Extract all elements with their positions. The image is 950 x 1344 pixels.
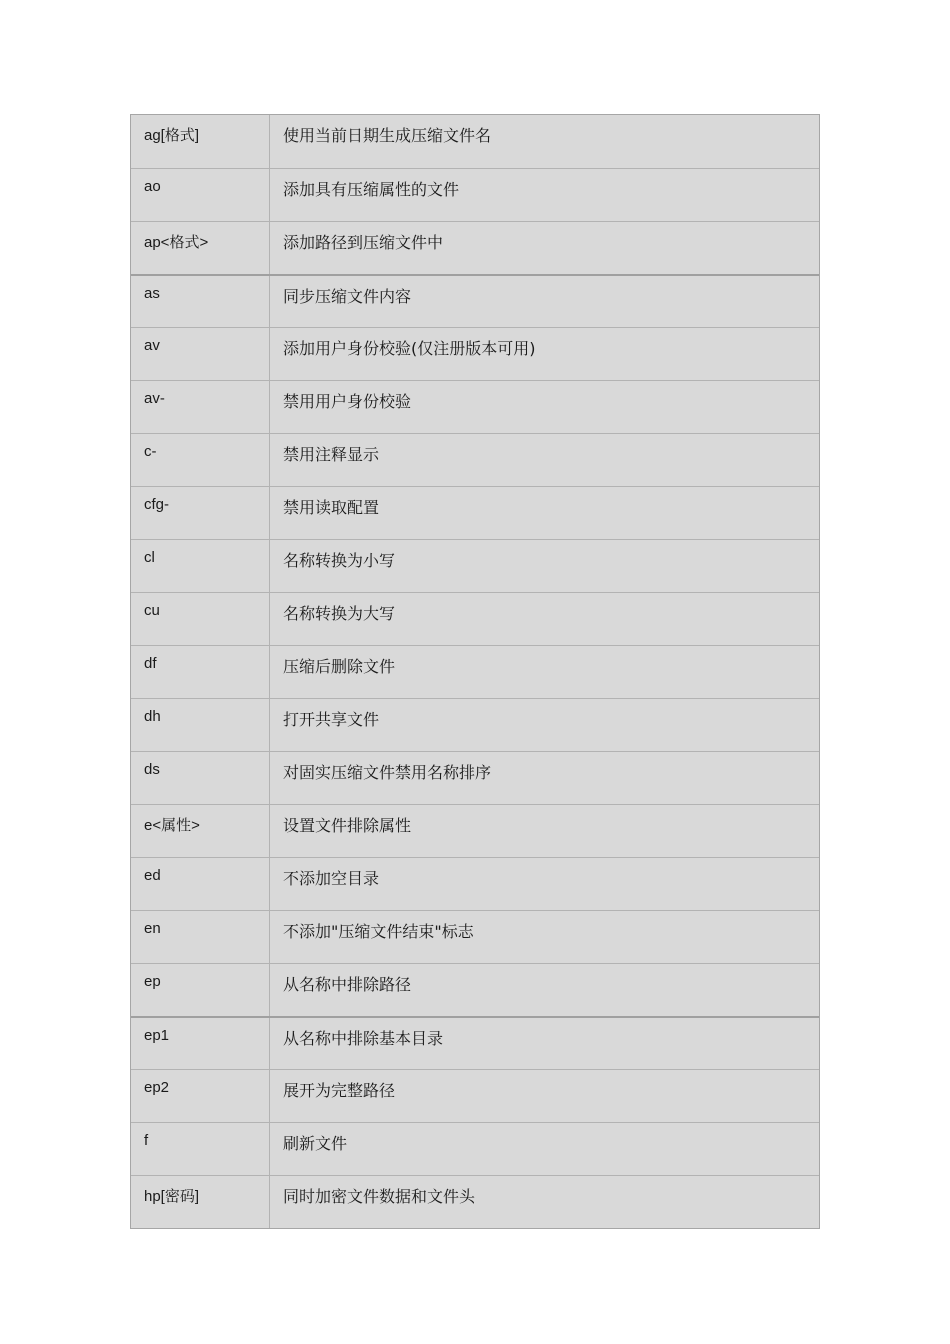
table-row — [131, 1122, 819, 1175]
table-row — [131, 1016, 819, 1069]
description-cell: 禁用注释显示 — [283, 445, 380, 464]
option-cell: cfg- — [131, 487, 270, 539]
option-cell: av- — [131, 381, 270, 433]
description-cell: 压缩后删除文件 — [283, 657, 396, 676]
table-row — [131, 168, 819, 221]
table-row — [131, 963, 819, 1016]
option-cell: cu — [131, 593, 270, 645]
option-cell: ep — [131, 964, 270, 1016]
table-row — [131, 433, 819, 486]
option-cell: ap<格式> — [131, 222, 270, 274]
option-cell: ed — [131, 858, 270, 910]
description-cell: 同步压缩文件内容 — [283, 287, 412, 306]
description-cell: 不添加"压缩文件结束"标志 — [283, 922, 474, 941]
table-row — [131, 592, 819, 645]
description-cell: 使用当前日期生成压缩文件名 — [283, 126, 492, 145]
table-row — [131, 1069, 819, 1122]
description-cell: 禁用用户身份校验 — [283, 392, 412, 411]
table-row — [131, 910, 819, 963]
option-cell: ep1 — [131, 1018, 270, 1069]
description-cell: 从名称中排除基本目录 — [283, 1029, 444, 1048]
table-row — [131, 1175, 819, 1228]
option-cell: ao — [131, 169, 270, 221]
description-cell: 打开共享文件 — [283, 710, 380, 729]
table-row — [131, 804, 819, 857]
description-cell: 同时加密文件数据和文件头 — [283, 1187, 476, 1206]
options-table — [130, 114, 820, 1229]
option-cell: c- — [131, 434, 270, 486]
table-row — [131, 115, 819, 168]
description-cell: 禁用读取配置 — [283, 498, 380, 517]
table-row — [131, 857, 819, 910]
option-cell: en — [131, 911, 270, 963]
table-row — [131, 380, 819, 433]
description-cell: 从名称中排除路径 — [283, 975, 412, 994]
option-cell: as — [131, 276, 270, 327]
description-cell: 添加路径到压缩文件中 — [283, 233, 444, 252]
description-cell: 展开为完整路径 — [283, 1081, 396, 1100]
option-cell: ds — [131, 752, 270, 804]
table-row — [131, 486, 819, 539]
description-cell: 设置文件排除属性 — [283, 816, 412, 835]
description-cell: 添加用户身份校验(仅注册版本可用) — [283, 339, 536, 358]
description-cell: 名称转换为大写 — [283, 604, 396, 623]
option-cell: ag[格式] — [131, 115, 270, 168]
table-row — [131, 698, 819, 751]
option-cell: hp[密码] — [131, 1176, 270, 1228]
description-cell: 对固实压缩文件禁用名称排序 — [283, 763, 492, 782]
table-row — [131, 539, 819, 592]
table-row — [131, 274, 819, 327]
description-cell: 不添加空目录 — [283, 869, 380, 888]
option-cell: df — [131, 646, 270, 698]
option-cell: f — [131, 1123, 270, 1175]
table-row — [131, 645, 819, 698]
option-cell: ep2 — [131, 1070, 270, 1122]
description-cell: 名称转换为小写 — [283, 551, 396, 570]
option-cell: e<属性> — [131, 805, 270, 857]
option-cell: cl — [131, 540, 270, 592]
option-cell: av — [131, 328, 270, 380]
table-row — [131, 221, 819, 274]
table-row — [131, 327, 819, 380]
description-cell: 刷新文件 — [283, 1134, 348, 1153]
table-row — [131, 751, 819, 804]
description-cell: 添加具有压缩属性的文件 — [283, 180, 460, 199]
option-cell: dh — [131, 699, 270, 751]
